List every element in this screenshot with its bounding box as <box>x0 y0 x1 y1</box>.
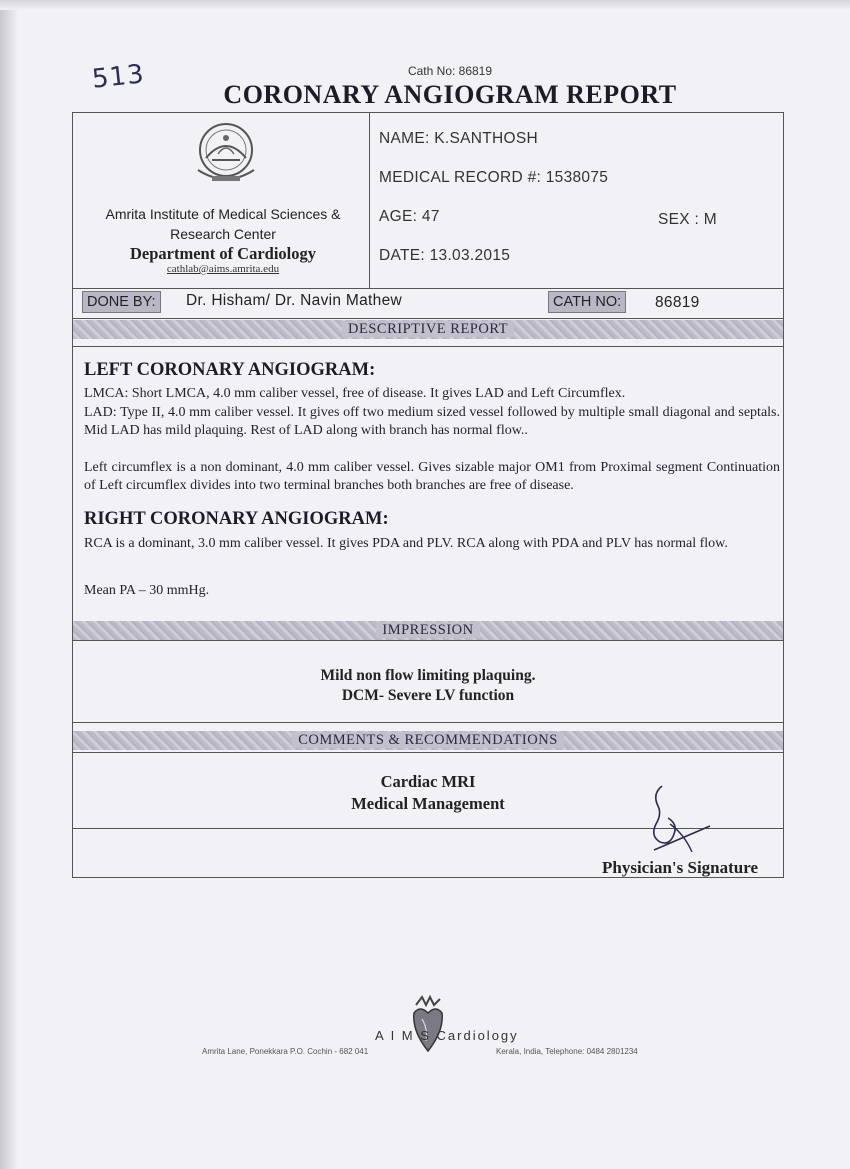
cath-no-label: CATH NO: <box>548 291 626 313</box>
impression-bottom-rule <box>72 722 784 723</box>
descriptive-report-header: DESCRIPTIVE REPORT <box>342 321 514 337</box>
patient-name: NAME: K.SANTHOSH <box>379 130 538 147</box>
rca-text: RCA is a dominant, 3.0 mm caliber vessel. It gives PDA and PLV. RCA along with PDA and PLV has normal flow. <box>84 536 728 551</box>
institution-name <box>82 204 364 244</box>
header-bottom-rule <box>72 288 784 289</box>
descriptive-report-band <box>73 320 783 339</box>
page-top-shadow <box>0 0 850 10</box>
institution-name-line1: Amrita Institute of Medical Sciences & <box>105 206 341 222</box>
right-angiogram-title: RIGHT CORONARY ANGIOGRAM: <box>84 509 389 529</box>
lad-text: LAD: Type II, 4.0 mm caliber vessel. It gives off two medium sized vessel followed by multiple small diagonal and septals. Mid LAD has mild plaquing. Rest of LAD along with branch has normal flow.. <box>84 405 780 438</box>
left-angiogram-title: LEFT CORONARY ANGIOGRAM: <box>84 360 376 380</box>
department-name: Department of Cardiology <box>129 244 317 263</box>
page-edge-shadow <box>0 0 18 1169</box>
doneby-bottom-rule <box>72 318 784 319</box>
report-title: CORONARY ANGIOGRAM REPORT <box>223 80 677 109</box>
descriptive-band-rule <box>72 346 784 347</box>
comments-header: COMMENTS & RECOMMENDATIONS <box>292 732 564 748</box>
impression-band-rule <box>72 640 784 641</box>
institution-emblem-icon <box>190 116 262 192</box>
comment-line-1: Cardiac MRI <box>380 772 476 791</box>
medical-record-number: MEDICAL RECORD #: 1538075 <box>379 169 609 186</box>
patient-age: AGE: 47 <box>379 208 440 225</box>
impression-band <box>73 621 783 640</box>
physician-signature-scribble <box>640 780 720 860</box>
impression-line-1: Mild non flow limiting plaquing. <box>320 667 536 684</box>
done-by-label: DONE BY: <box>82 291 161 313</box>
header-divider <box>369 112 370 288</box>
comment-line-2: Medical Management <box>351 794 505 813</box>
patient-sex: SEX : M <box>658 211 717 228</box>
impression-header: IMPRESSION <box>376 622 479 638</box>
handwritten-page-number: 513 <box>90 59 147 95</box>
comments-band-rule <box>72 752 784 753</box>
mean-pa-text: Mean PA – 30 mmHg. <box>84 583 210 598</box>
done-by-value: Dr. Hisham/ Dr. Navin Mathew <box>186 292 402 309</box>
footer-address-left: Amrita Lane, Ponekkara P.O. Cochin - 682 041 <box>202 1047 369 1056</box>
lmca-text: LMCA: Short LMCA, 4.0 mm caliber vessel, free of disease. It gives LAD and Left Circumflex. <box>84 386 626 401</box>
footer-address-right: Kerala, India, Telephone: 0484 2801234 <box>496 1047 638 1056</box>
cath-no-value: 86819 <box>655 294 700 311</box>
institution-name-line2: Research Center <box>170 226 276 242</box>
lcx-text: Left circumflex is a non dominant, 4.0 mm caliber vessel. Gives sizable major OM1 from Proximal segment Continuation of Left circumflex divides into two terminal branches both branches are free of disease. <box>84 460 780 493</box>
physician-signature-label: Physician's Signature <box>602 858 759 877</box>
impression-line-2: DCM- Severe LV function <box>341 687 515 704</box>
cath-number-top: Cath No: 86819 <box>407 64 493 78</box>
comments-band <box>73 731 783 750</box>
footer-brand: A I M S Cardiology <box>375 1028 519 1043</box>
report-date: DATE: 13.03.2015 <box>379 247 511 264</box>
department-email-link[interactable]: cathlab@aims.amrita.edu <box>166 263 280 275</box>
heart-logo-icon <box>408 995 448 1055</box>
